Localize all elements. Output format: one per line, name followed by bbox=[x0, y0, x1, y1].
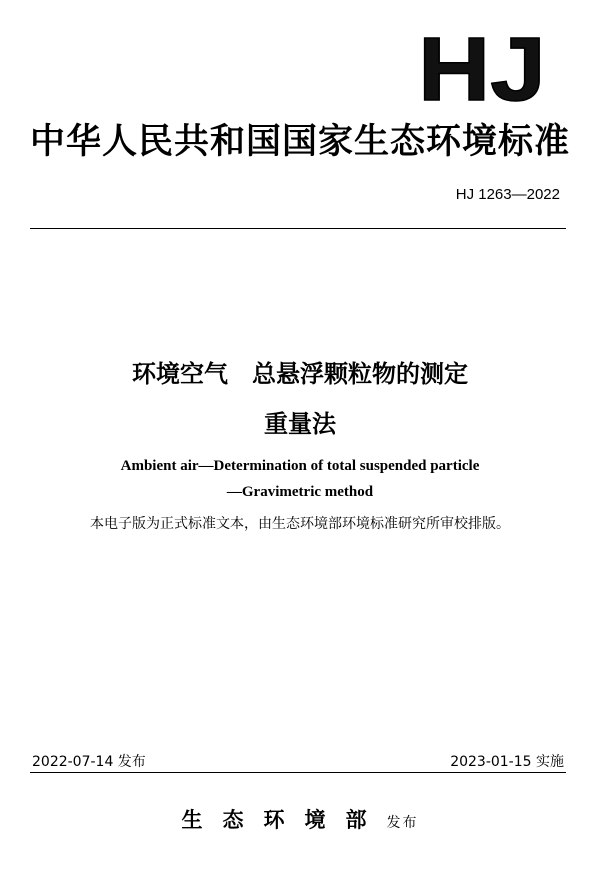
hj-logo bbox=[414, 30, 550, 106]
hj-logo-text: HJ bbox=[418, 30, 546, 106]
issuer-suffix: 发布 bbox=[386, 815, 419, 831]
title-chinese-line2: 重量法 bbox=[264, 410, 336, 438]
title-english-line1: Ambient air—Determination of total suspended particle bbox=[120, 458, 480, 474]
org-title: 中华人民共和国国家生态环境标准 bbox=[29, 121, 570, 162]
standard-number: HJ 1263—2022 bbox=[455, 186, 560, 203]
footer-divider bbox=[30, 772, 566, 773]
issuer-name: 生态环境部 bbox=[181, 807, 387, 832]
implementation-date: 2023-01-15 实施 bbox=[450, 754, 564, 770]
issuer-line bbox=[0, 804, 600, 834]
header-divider bbox=[30, 228, 566, 229]
edition-note: 本电子版为正式标准文本，由生态环境部环境标准研究所审校排版。 bbox=[90, 516, 510, 532]
hj-logo-graphic bbox=[414, 30, 550, 106]
title-chinese-line1: 环境空气 总悬浮颗粒物的测定 bbox=[132, 360, 468, 388]
issue-date: 2022-07-14 发布 bbox=[32, 754, 146, 770]
title-english-line2: —Gravimetric method bbox=[226, 484, 374, 500]
